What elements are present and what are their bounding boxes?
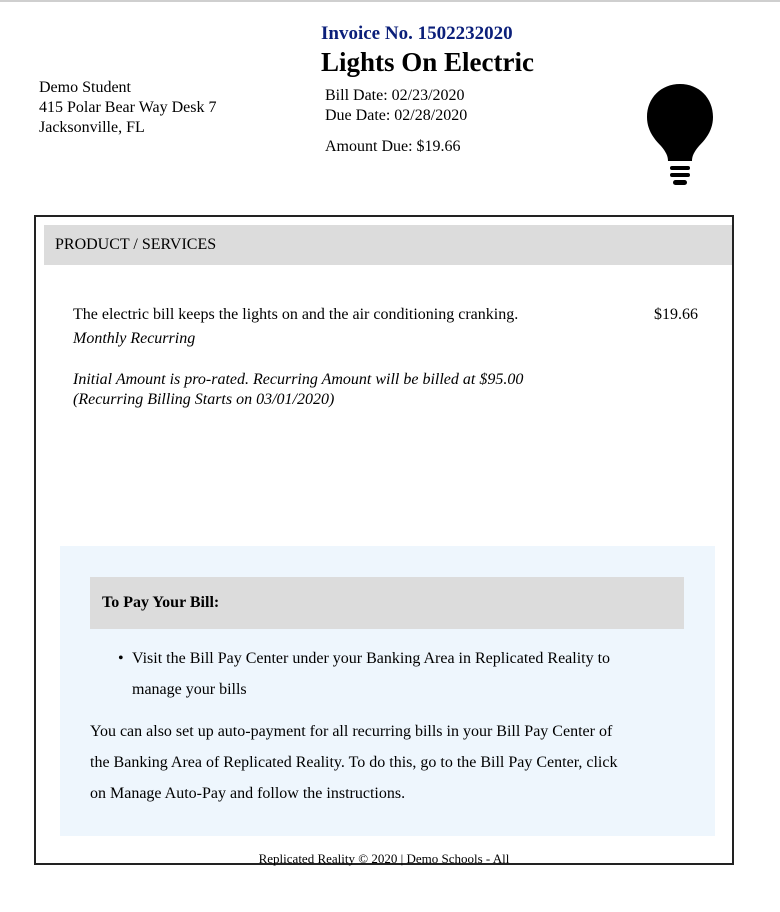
lightbulb-icon <box>646 84 714 190</box>
invoice-number: Invoice No. 1502232020 <box>321 23 513 44</box>
customer-name: Demo Student <box>39 79 131 96</box>
service-note-line: Initial Amount is pro-rated. Recurring Amount will be billed at $95.00 <box>73 371 524 388</box>
invoice-details-box <box>34 215 734 865</box>
service-description: The electric bill keeps the lights on and the air conditioning cranking. <box>73 306 519 323</box>
company-name: Lights On Electric <box>321 47 534 77</box>
service-price: $19.66 <box>654 306 698 323</box>
due-date: Due Date: 02/28/2020 <box>325 107 468 124</box>
service-note-line: (Recurring Billing Starts on 03/01/2020) <box>73 391 335 408</box>
customer-address <box>39 78 217 138</box>
amount-due: Amount Due: $19.66 <box>325 138 461 155</box>
top-divider <box>0 0 780 2</box>
page-footer: Replicated Reality © 2020 | Demo Schools - All <box>258 851 510 866</box>
bullet-dot-icon: • <box>118 650 124 667</box>
payment-header: To Pay Your Bill: <box>90 577 684 629</box>
invoice-dates <box>325 86 467 126</box>
bill-date: Bill Date: 02/23/2020 <box>325 87 465 104</box>
payment-instructions-panel <box>60 546 715 836</box>
customer-street: 415 Polar Bear Way Desk 7 <box>39 99 217 116</box>
autopay-line: You can also set up auto-payment for all recurring bills in your Bill Pay Center of <box>90 723 613 740</box>
bullet-line: Visit the Bill Pay Center under your Banking Area in Replicated Reality to <box>132 650 611 667</box>
services-header: PRODUCT / SERVICES <box>44 225 732 265</box>
autopay-line: the Banking Area of Replicated Reality. To do this, go to the Bill Pay Center, click <box>90 754 618 771</box>
bullet-line: manage your bills <box>132 681 247 698</box>
customer-city: Jacksonville, FL <box>39 119 145 136</box>
payment-bullet-text <box>132 643 672 705</box>
service-note <box>73 370 523 410</box>
autopay-paragraph <box>90 716 690 809</box>
service-frequency: Monthly Recurring <box>73 330 196 347</box>
autopay-line: on Manage Auto-Pay and follow the instructions. <box>90 785 406 802</box>
